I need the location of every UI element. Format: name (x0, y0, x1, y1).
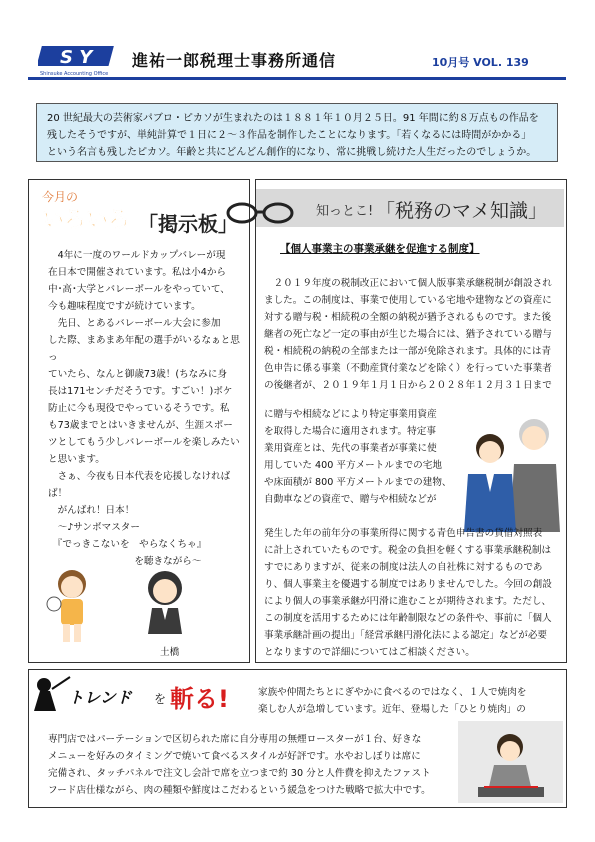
text-line: 完備され、タッチパネルで注文し会計で席を立つまで約 30 分と人件費を抑えたファスト (48, 768, 431, 779)
text-line: 税・相続税の納税の全部または一部が免除されます。具体的には青 (264, 346, 552, 357)
text-line: 発生した年の前年分の事業所得に関する青色申告書の貸借対照表 (264, 528, 543, 539)
text-line: に贈与や相続などにより特定事業用資産 (264, 409, 437, 420)
issue-number: 10月号 VOL. 139 (432, 56, 529, 69)
text-line: 中･高･大学とバレーボールをやっていて、 (48, 284, 230, 295)
text-line: すでにありますが、従来の制度は法人の自社株に対するものであ (264, 562, 543, 573)
intro-line: 残したそうですが、単純計算で１日に２～３作品を制作したことになります。「若くなるには時間がかかる」 (47, 130, 532, 141)
bulletin-board-text (48, 247, 243, 570)
intro-line: という名言も残したピカソ。年齢と共にどんどん創作的になり、常に挑戦し続けた人生だったのでしょうか。 (47, 147, 537, 158)
heading-kiru: 斬る! (170, 685, 229, 713)
text-line: ～♪サンボマスター (48, 522, 140, 533)
text-line: り、個人事業主を優遇する制度ではありませんでした。今回の創設 (264, 579, 552, 590)
text-line: の後継者が、２０１９年１月１日から２０２８年１２月３１日まで (264, 380, 552, 391)
text-line: ていたら、なんと御歳73歳！(ちなみに身 (48, 369, 228, 380)
office-logo (38, 38, 120, 78)
text-line: を聴きながら～ (48, 556, 202, 567)
text-line: ました。この制度は、事業で使用している宅地や建物などの資産に (264, 295, 552, 306)
heading-small: 知っとこ! (316, 204, 374, 219)
text-line: 専門店ではパーテーションで区切られた席に自分専用の無煙ロースターが１台、好きな (48, 734, 422, 745)
trend-text (48, 731, 458, 799)
text-line: フード店仕様ながら、肉の種類や鮮度はこだわるという緩急をつけた戦略で拡大中です。 (48, 785, 431, 796)
text-line: 用していた 400 平方メートルまでの宅地 (264, 460, 442, 471)
text-line: 楽しむ人が急増しています。近年、登場した「ひとり焼肉」の (258, 704, 526, 715)
text-line: メニューを好みのタイミングで焼いて食べるスタイルが好評です。水やおしぼりは席に (48, 751, 421, 762)
text-line: 業用資産とは、先代の事業者が事業に使 (264, 443, 437, 454)
text-line: 継者の死亡など一定の事由が生じた場合には、猶予されている贈与 (264, 329, 552, 340)
text-line: ば！ (48, 488, 68, 499)
text-line: となりますので詳細についてはご相談ください。 (264, 647, 475, 658)
text-line: 在日本で開催されています。私は小4から (48, 267, 227, 278)
tax-article-title: 【個人事業主の事業承継を促進する制度】 (280, 243, 480, 255)
volleyball-girl-illustration (46, 566, 98, 644)
text-line: 対する贈与税・相続税の全額の納税が猶予されるものです。また後 (264, 312, 552, 323)
header-rule (28, 77, 566, 80)
text-line: 先日、とあるバレーボール大会に参加 (48, 318, 221, 329)
text-line: も73歳までとはいきませんが、生涯スポー (48, 420, 233, 431)
heading-small: 今月の (42, 190, 79, 204)
text-line: した際、まあまあ年配の選手がいるなぁと思っ (48, 335, 240, 363)
text-line: 長は171センチだそうです。すごい！)ボケ (48, 386, 233, 397)
text-line: により個人の事業承継が円滑に進むことが期待されます。ただし、 (264, 596, 552, 607)
text-line: 自動車などの資産で、贈与や相続などが (264, 494, 437, 505)
text-line: 事業承継計画の提出」「経営承継円滑化法による認定」などが必要 (264, 630, 548, 641)
logo-text: S Y (60, 47, 93, 68)
text-line: この制度を活用するためには年齢制限などの条件や、事前に「個人 (264, 613, 552, 624)
newsletter-title: 進祐一郎税理士事務所通信 (132, 51, 337, 70)
text-line: を取得した場合に適用されます。特定事 (264, 426, 436, 437)
tax-tips-heading (226, 185, 566, 231)
text-line: さぁ、今夜も日本代表を応援しなければ (48, 471, 231, 482)
intro-box (36, 103, 558, 162)
heading-big: 「税務のマメ知識」 (376, 200, 548, 222)
trend-heading (30, 673, 245, 713)
text-line: 色申告に係る事業（不動産貸付業などを除く）を行っていた事業者 (264, 363, 552, 374)
heading-iroiro: いろいろ (42, 208, 131, 233)
tax-article-body (264, 525, 557, 661)
text-line: 家族や仲間たちとにぎやかに食べるのではなく、１人で焼肉を (258, 687, 527, 698)
text-line: がんばれ！日本！ (48, 505, 135, 516)
swordsman-icon (34, 677, 70, 711)
text-line: 4年に一度のワールドカップバレーが現 (48, 250, 226, 261)
text-line: と思います。 (48, 454, 105, 465)
text-line: に計上されていたものです。税金の負担を軽くする事業承継税制は (264, 545, 552, 556)
bulletin-board-heading (34, 185, 244, 237)
heading-wo: を (154, 692, 167, 706)
solo-yakiniku-illustration (458, 721, 563, 803)
heading-trend: トレンド (68, 688, 132, 707)
text-line: 『でっきこないを やらなくちゃ』 (48, 539, 207, 550)
text-line: 防止に今も現役でやっているそうです。私 (48, 403, 230, 414)
text-line: ツとしてもう少しバレーボールを楽しみたい (48, 437, 240, 448)
tax-article-body (264, 275, 557, 394)
text-line: 今も趣味程度ですが続けています。 (48, 301, 201, 312)
tax-article-body (264, 406, 464, 508)
intro-line: 20 世紀最大の芸術家パブロ・ピカソが生まれたのは１８８１年１０月２５日。91 年間に約８万点もの作品を (47, 113, 539, 124)
staff-name: 土橋 (160, 647, 180, 658)
text-line: や床面積が 800 平方メートルまでの建物、 (264, 477, 452, 488)
heading-keijiban: 「掲示板」 (138, 212, 238, 236)
logo-subtext: Shinsuke Accounting Office (40, 71, 109, 77)
staff-avatar (140, 568, 190, 634)
text-line: ２０１９年度の税制改正において個人版事業承継税制が創設され (264, 278, 552, 289)
business-succession-illustration (460, 408, 563, 532)
trend-text (258, 684, 558, 718)
